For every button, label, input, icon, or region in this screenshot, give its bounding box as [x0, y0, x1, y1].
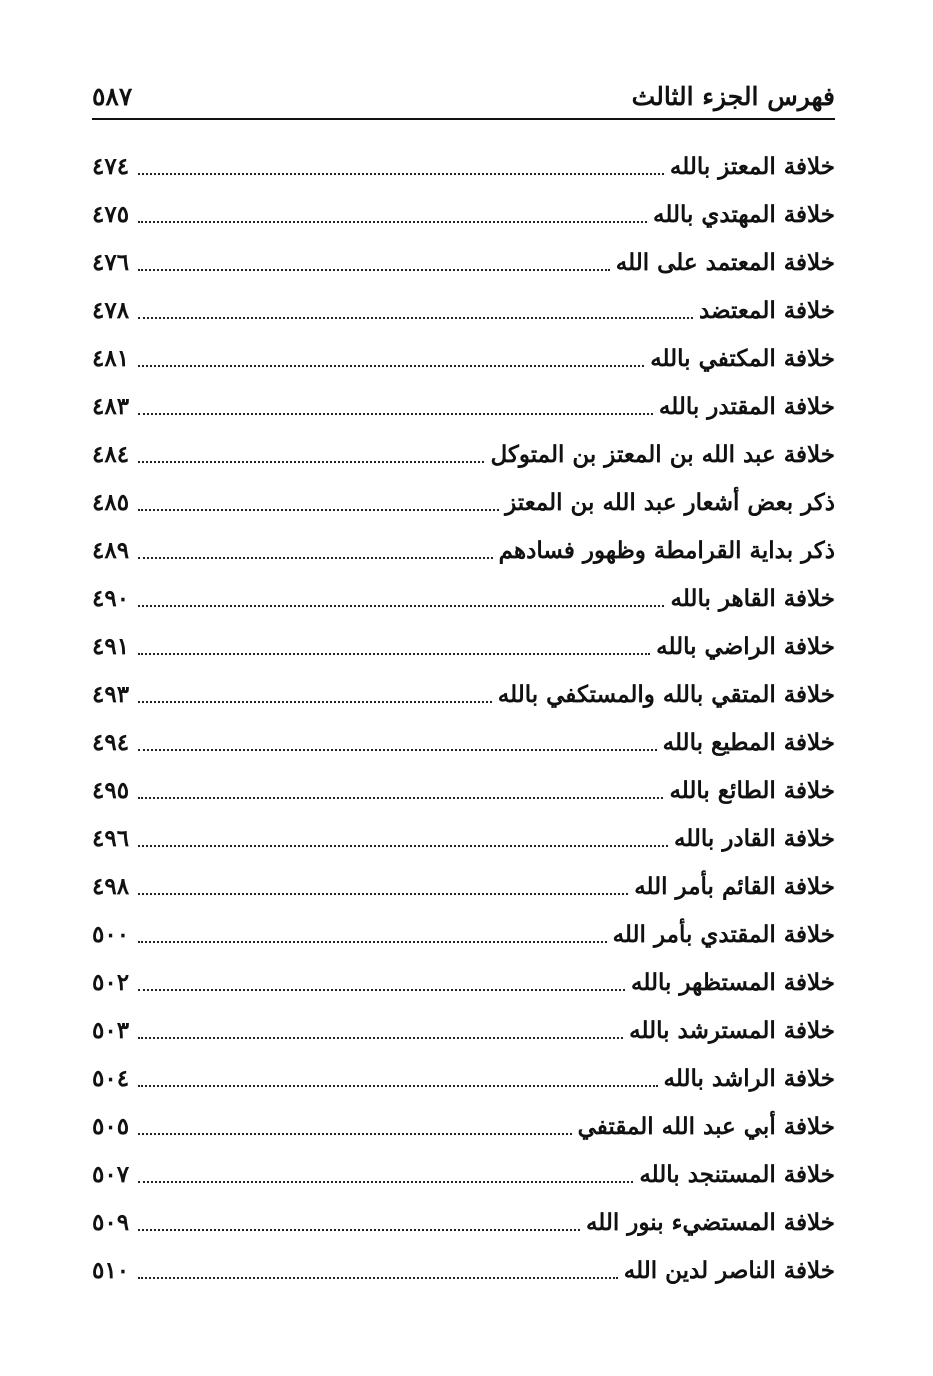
toc-entry-page-number: ٥٠٢: [92, 968, 130, 996]
dot-leader: [138, 269, 610, 271]
toc-entry: [92, 526, 835, 574]
toc-entry: [92, 862, 835, 910]
toc-entry: [92, 334, 835, 382]
dot-leader: [138, 845, 668, 847]
toc-entry-page-number: ٤٨٥: [92, 488, 130, 516]
dot-leader: [138, 893, 628, 895]
table-of-contents: [92, 142, 835, 1294]
toc-entry-title: خلافة أبي عبد الله المقتفي: [577, 1112, 835, 1140]
dot-leader: [138, 413, 653, 415]
header-page-number: ٥٨٧: [92, 81, 133, 111]
toc-entry-title: خلافة المطيع بالله: [662, 728, 835, 756]
toc-entry-title: خلافة المقتدر بالله: [658, 392, 835, 420]
toc-entry-page-number: ٥٠٧: [92, 1160, 130, 1188]
toc-entry-page-number: ٤٧٤: [92, 152, 130, 180]
dot-leader: [138, 557, 493, 559]
toc-entry: [92, 1246, 835, 1294]
toc-entry: [92, 766, 835, 814]
toc-entry: [92, 238, 835, 286]
toc-entry-page-number: ٤٩٣: [92, 680, 130, 708]
toc-entry-title: خلافة المهتدي بالله: [653, 200, 835, 228]
toc-entry-page-number: ٤٨٩: [92, 536, 130, 564]
toc-entry-page-number: ٤٧٥: [92, 200, 130, 228]
toc-entry-title: ذكر بداية القرامطة وظهور فسادهم: [498, 536, 835, 564]
toc-entry-title: خلافة المعتمد على الله: [615, 248, 835, 276]
toc-entry: [92, 142, 835, 190]
toc-entry: [92, 958, 835, 1006]
toc-entry-page-number: ٤٩٦: [92, 824, 130, 852]
toc-entry: [92, 382, 835, 430]
dot-leader: [138, 941, 607, 943]
toc-entry: [92, 910, 835, 958]
toc-entry-title: خلافة الراشد بالله: [663, 1064, 835, 1092]
dot-leader: [138, 317, 693, 319]
toc-entry: [92, 622, 835, 670]
toc-entry-title: خلافة المقتدي بأمر الله: [612, 920, 835, 948]
toc-entry-page-number: ٤٩٤: [92, 728, 130, 756]
dot-leader: [138, 365, 644, 367]
toc-entry-title: خلافة القاهر بالله: [670, 584, 835, 612]
toc-entry: [92, 430, 835, 478]
toc-entry: [92, 814, 835, 862]
dot-leader: [138, 1085, 658, 1087]
toc-entry-title: خلافة الطائع بالله: [669, 776, 835, 804]
dot-leader: [138, 1181, 633, 1183]
dot-leader: [138, 1037, 623, 1039]
toc-entry-title: خلافة القائم بأمر الله: [634, 872, 835, 900]
dot-leader: [138, 1277, 618, 1279]
toc-entry-page-number: ٤٨٤: [92, 440, 130, 468]
toc-entry-title: خلافة الناصر لدين الله: [623, 1256, 835, 1284]
toc-entry-page-number: ٤٧٦: [92, 248, 130, 276]
toc-entry-title: خلافة المتقي بالله والمستكفي بالله: [497, 680, 835, 708]
toc-entry-title: خلافة المستضيء بنور الله: [585, 1208, 835, 1236]
dot-leader: [138, 749, 657, 751]
dot-leader: [138, 797, 663, 799]
toc-entry: [92, 1150, 835, 1198]
toc-entry-page-number: ٤٩١: [92, 632, 130, 660]
dot-leader: [138, 989, 625, 991]
toc-entry: [92, 1198, 835, 1246]
header-rule: [92, 118, 835, 120]
toc-entry-title: خلافة المكتفي بالله: [650, 344, 835, 372]
toc-entry-title: خلافة القادر بالله: [673, 824, 835, 852]
toc-entry: [92, 670, 835, 718]
toc-entry-page-number: ٤٨١: [92, 344, 130, 372]
toc-entry: [92, 1102, 835, 1150]
toc-entry-page-number: ٥٠٠: [92, 920, 130, 948]
toc-entry-page-number: ٤٨٣: [92, 392, 130, 420]
toc-entry: [92, 574, 835, 622]
dot-leader: [138, 221, 647, 223]
dot-leader: [138, 653, 650, 655]
toc-entry: [92, 190, 835, 238]
dot-leader: [138, 605, 664, 607]
toc-entry-page-number: ٤٩٨: [92, 872, 130, 900]
toc-entry-title: خلافة الراضي بالله: [656, 632, 835, 660]
toc-entry-page-number: ٥٠٤: [92, 1064, 130, 1092]
toc-entry-title: خلافة المستظهر بالله: [631, 968, 835, 996]
dot-leader: [138, 1229, 580, 1231]
toc-entry-title: خلافة عبد الله بن المعتز بن المتوكل: [490, 440, 835, 468]
toc-entry-page-number: ٤٧٨: [92, 296, 130, 324]
toc-entry-title: خلافة المعتز بالله: [669, 152, 835, 180]
toc-entry-title: خلافة المستنجد بالله: [639, 1160, 835, 1188]
toc-entry: [92, 286, 835, 334]
dot-leader: [138, 701, 492, 703]
toc-entry-page-number: ٤٩٥: [92, 776, 130, 804]
dot-leader: [138, 173, 664, 175]
toc-entry-title: خلافة المعتضد: [698, 296, 835, 324]
dot-leader: [138, 1133, 572, 1135]
header-title: فهرس الجزء الثالث: [631, 81, 835, 111]
toc-entry: [92, 478, 835, 526]
running-header: [92, 76, 835, 116]
toc-entry-title: خلافة المسترشد بالله: [629, 1016, 835, 1044]
toc-entry: [92, 718, 835, 766]
toc-entry-page-number: ٥٠٩: [92, 1208, 130, 1236]
toc-entry: [92, 1054, 835, 1102]
toc-entry-page-number: ٥٠٥: [92, 1112, 130, 1140]
toc-entry-page-number: ٤٩٠: [92, 584, 130, 612]
toc-entry-page-number: ٥٠٣: [92, 1016, 130, 1044]
dot-leader: [138, 461, 484, 463]
toc-entry: [92, 1006, 835, 1054]
toc-entry-page-number: ٥١٠: [92, 1256, 130, 1284]
toc-entry-title: ذكر بعض أشعار عبد الله بن المعتز: [505, 488, 835, 516]
dot-leader: [138, 509, 499, 511]
